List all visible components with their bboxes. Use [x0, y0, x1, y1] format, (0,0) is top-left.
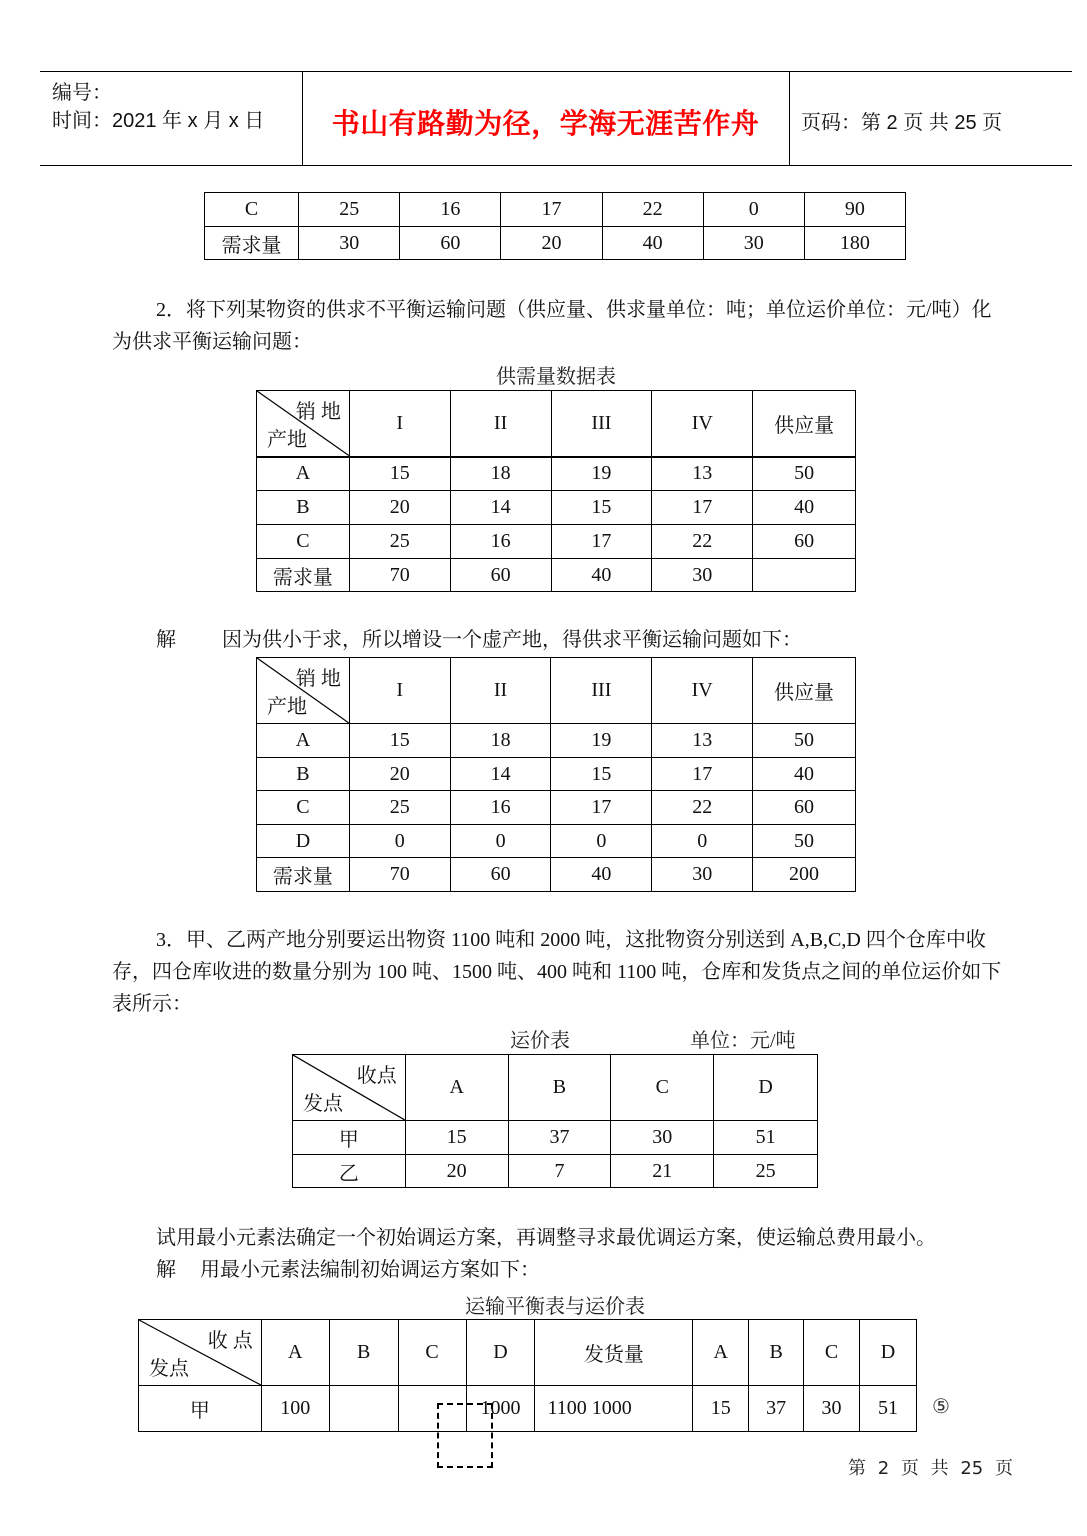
table-row — [257, 858, 856, 892]
table-cell: 30 — [611, 1121, 714, 1155]
table-row — [257, 491, 856, 525]
table-cell: 16 — [400, 193, 501, 227]
step-marker: ⑤ — [932, 1394, 950, 1418]
table-cell: 25 — [349, 791, 450, 825]
balanced-supply-demand-table — [256, 657, 856, 892]
table-cell: 40 — [551, 858, 652, 892]
table-cell: 30 — [299, 227, 400, 260]
corner-bottom-label: 发点 — [149, 1358, 189, 1380]
solution-label: 解 — [156, 1259, 176, 1281]
table-cell: 60 — [753, 525, 856, 559]
table-cell: 16 — [450, 525, 551, 559]
problem-3-text: 3．甲、乙两产地分别要运出物资 1100 吨和 2000 吨，这批物资分别送到 A,B,C,D 四个仓库中收存，四仓库收进的数量分别为 100 吨、1500 吨、400 吨和 1100 吨，仓库和发货点之间的单位运价如下表所示： — [112, 929, 1002, 1015]
table-cell: 0 — [652, 825, 753, 858]
table-cell: 50 — [753, 457, 856, 491]
diagonal-header-cell — [293, 1055, 406, 1121]
solution-text: 用最小元素法编制初始调运方案如下： — [200, 1259, 540, 1281]
instruction-text: 试用最小元素法确定一个初始调运方案，再调整寻求最优调运方案，使运输总费用最小。 — [156, 1227, 936, 1249]
table-cell: 14 — [450, 758, 551, 791]
table-cell: 甲 — [139, 1386, 262, 1432]
table-cell: 7 — [508, 1155, 611, 1188]
table-cell: 60 — [450, 858, 551, 892]
table-cell: 22 — [652, 525, 753, 559]
table-cell: 50 — [753, 724, 856, 758]
supply-demand-table-caption: 供需量数据表 — [496, 366, 616, 388]
table-cell: 20 — [501, 227, 602, 260]
table-cell: 0 — [349, 825, 450, 858]
table-cell: 1100 1000 — [535, 1386, 693, 1432]
freight-table-caption: 运价表 — [510, 1030, 570, 1052]
table-cell: 60 — [753, 791, 856, 825]
column-header: 供应量 — [753, 658, 856, 724]
time-label: 时间：2021 年 x 月 x 日 — [52, 110, 265, 132]
column-header: IV — [652, 391, 753, 457]
corner-top-label: 收 点 — [207, 1330, 253, 1352]
header-page-cell — [789, 72, 1072, 165]
table-row — [139, 1386, 917, 1432]
table-cell: 40 — [753, 758, 856, 791]
freight-rate-table — [292, 1054, 818, 1188]
table-cell: 需求量 — [257, 559, 350, 592]
column-header: I — [349, 391, 450, 457]
column-header: C — [804, 1320, 860, 1386]
table-row — [257, 724, 856, 758]
corner-bottom-label: 发点 — [303, 1093, 343, 1115]
diagonal-header-cell — [257, 658, 350, 724]
column-header: B — [329, 1320, 398, 1386]
page-label: 页码：第 2 页 共 25 页 — [801, 112, 1003, 134]
table-cell: 37 — [508, 1121, 611, 1155]
table-cell: 51 — [714, 1121, 818, 1155]
table-row — [293, 1155, 818, 1188]
column-header: II — [450, 391, 551, 457]
corner-bottom-label: 产地 — [267, 428, 307, 451]
table-cell: 51 — [860, 1386, 917, 1432]
table-cell: 30 — [652, 858, 753, 892]
table-cell: 100 — [261, 1386, 329, 1432]
column-header: A — [693, 1320, 749, 1386]
column-header: II — [450, 658, 551, 724]
table-cell: 13 — [652, 457, 753, 491]
table-header-row — [257, 391, 856, 457]
table-cell: A — [257, 724, 350, 758]
column-header: III — [551, 391, 652, 457]
table-cell: 甲 — [293, 1121, 406, 1155]
table-cell: D — [257, 825, 350, 858]
table-cell: 14 — [450, 491, 551, 525]
problem-2-text: 2．将下列某物资的供求不平衡运输问题（供应量、供求量单位：吨；单位运价单位：元/吨）化为供求平衡运输问题： — [112, 299, 992, 353]
table-cell: 18 — [450, 724, 551, 758]
serial-label: 编号： — [52, 82, 112, 104]
table-cell: 30 — [804, 1386, 860, 1432]
table-cell: B — [257, 758, 350, 791]
table-cell: A — [257, 457, 350, 491]
table-cell: 40 — [551, 559, 652, 592]
table-cell: 需求量 — [205, 227, 299, 260]
table-cell: 0 — [703, 193, 804, 227]
table-cell: 20 — [405, 1155, 508, 1188]
table-cell: 70 — [349, 559, 450, 592]
diagonal-header-cell — [257, 391, 350, 457]
unit-label: 单位：元/吨 — [690, 1030, 796, 1052]
table-cell: 13 — [652, 724, 753, 758]
table-cell: 200 — [753, 858, 856, 892]
table-cell: 21 — [611, 1155, 714, 1188]
previous-table-fragment — [204, 192, 906, 260]
table-cell: 16 — [450, 791, 551, 825]
table-cell: 180 — [804, 227, 905, 260]
column-header: D — [714, 1055, 818, 1121]
column-header: A — [261, 1320, 329, 1386]
table-cell: 37 — [749, 1386, 804, 1432]
table-header-row — [293, 1055, 818, 1121]
column-header: B — [749, 1320, 804, 1386]
table-cell — [329, 1386, 398, 1432]
column-header: IV — [652, 658, 753, 724]
table-cell: 17 — [652, 758, 753, 791]
header-meta-cell — [40, 72, 303, 165]
table-cell: 17 — [551, 525, 652, 559]
table-cell: 15 — [551, 491, 652, 525]
balance-table-caption: 运输平衡表与运价表 — [465, 1296, 645, 1318]
table-cell: 22 — [652, 791, 753, 825]
table-cell: C — [257, 525, 350, 559]
page-footer: 第 2 页 共 25 页 — [848, 1458, 1013, 1479]
header-motto-cell — [302, 72, 790, 165]
table-cell: 60 — [450, 559, 551, 592]
table-cell: 15 — [405, 1121, 508, 1155]
table-cell: 25 — [349, 525, 450, 559]
table-row — [205, 193, 906, 227]
table-cell: 90 — [804, 193, 905, 227]
table-cell: 17 — [551, 791, 652, 825]
table-cell: C — [205, 193, 299, 227]
table-header-row — [139, 1320, 917, 1386]
table-cell: 15 — [349, 724, 450, 758]
table-cell: 15 — [349, 457, 450, 491]
table-cell: 25 — [299, 193, 400, 227]
table-cell: 60 — [400, 227, 501, 260]
table-row — [257, 525, 856, 559]
table-cell: 20 — [349, 491, 450, 525]
table-cell — [753, 559, 856, 592]
table-cell: 15 — [693, 1386, 749, 1432]
table-row — [257, 758, 856, 791]
table-cell: 30 — [703, 227, 804, 260]
transport-balance-table — [138, 1319, 917, 1432]
table-header-row — [257, 658, 856, 724]
table-cell: 需求量 — [257, 858, 350, 892]
page-header — [40, 71, 1072, 166]
diagonal-header-cell — [139, 1320, 262, 1386]
column-header: 供应量 — [753, 391, 856, 457]
column-header: D — [860, 1320, 917, 1386]
table-cell: 19 — [551, 457, 652, 491]
corner-top-label: 销 地 — [295, 668, 341, 690]
table-cell: 15 — [551, 758, 652, 791]
supply-demand-table — [256, 390, 856, 592]
table-row — [257, 457, 856, 491]
table-cell: 22 — [602, 193, 703, 227]
table-row — [257, 791, 856, 825]
motto: 书山有路勤为径，学海无涯苦作舟 — [331, 107, 760, 140]
table-cell: 19 — [551, 724, 652, 758]
column-header: C — [611, 1055, 714, 1121]
table-cell: 40 — [753, 491, 856, 525]
table-cell: 1000 — [466, 1386, 535, 1432]
column-header: III — [551, 658, 652, 724]
closed-loop-dashed-box — [437, 1403, 493, 1468]
table-cell: 18 — [450, 457, 551, 491]
table-row — [205, 227, 906, 260]
table-cell: 17 — [501, 193, 602, 227]
table-cell: 17 — [652, 491, 753, 525]
column-header: D — [466, 1320, 535, 1386]
column-header: I — [349, 658, 450, 724]
solution-label: 解 — [156, 629, 176, 651]
column-header: A — [405, 1055, 508, 1121]
solution-text: 因为供小于求，所以增设一个虚产地，得供求平衡运输问题如下： — [222, 629, 802, 651]
table-row — [293, 1121, 818, 1155]
corner-top-label: 销 地 — [295, 401, 341, 423]
column-header: B — [508, 1055, 611, 1121]
table-cell: 50 — [753, 825, 856, 858]
table-cell: 20 — [349, 758, 450, 791]
table-cell: 30 — [652, 559, 753, 592]
corner-bottom-label: 产地 — [267, 696, 307, 718]
column-header: C — [398, 1320, 466, 1386]
corner-top-label: 收点 — [356, 1065, 397, 1087]
table-cell: 乙 — [293, 1155, 406, 1188]
table-cell: C — [257, 791, 350, 825]
table-cell: B — [257, 491, 350, 525]
table-cell: 25 — [714, 1155, 818, 1188]
column-header: 发货量 — [535, 1320, 693, 1386]
table-cell: 70 — [349, 858, 450, 892]
table-cell: 0 — [551, 825, 652, 858]
table-cell: 0 — [450, 825, 551, 858]
table-row — [257, 559, 856, 592]
table-cell: 40 — [602, 227, 703, 260]
table-row — [257, 825, 856, 858]
